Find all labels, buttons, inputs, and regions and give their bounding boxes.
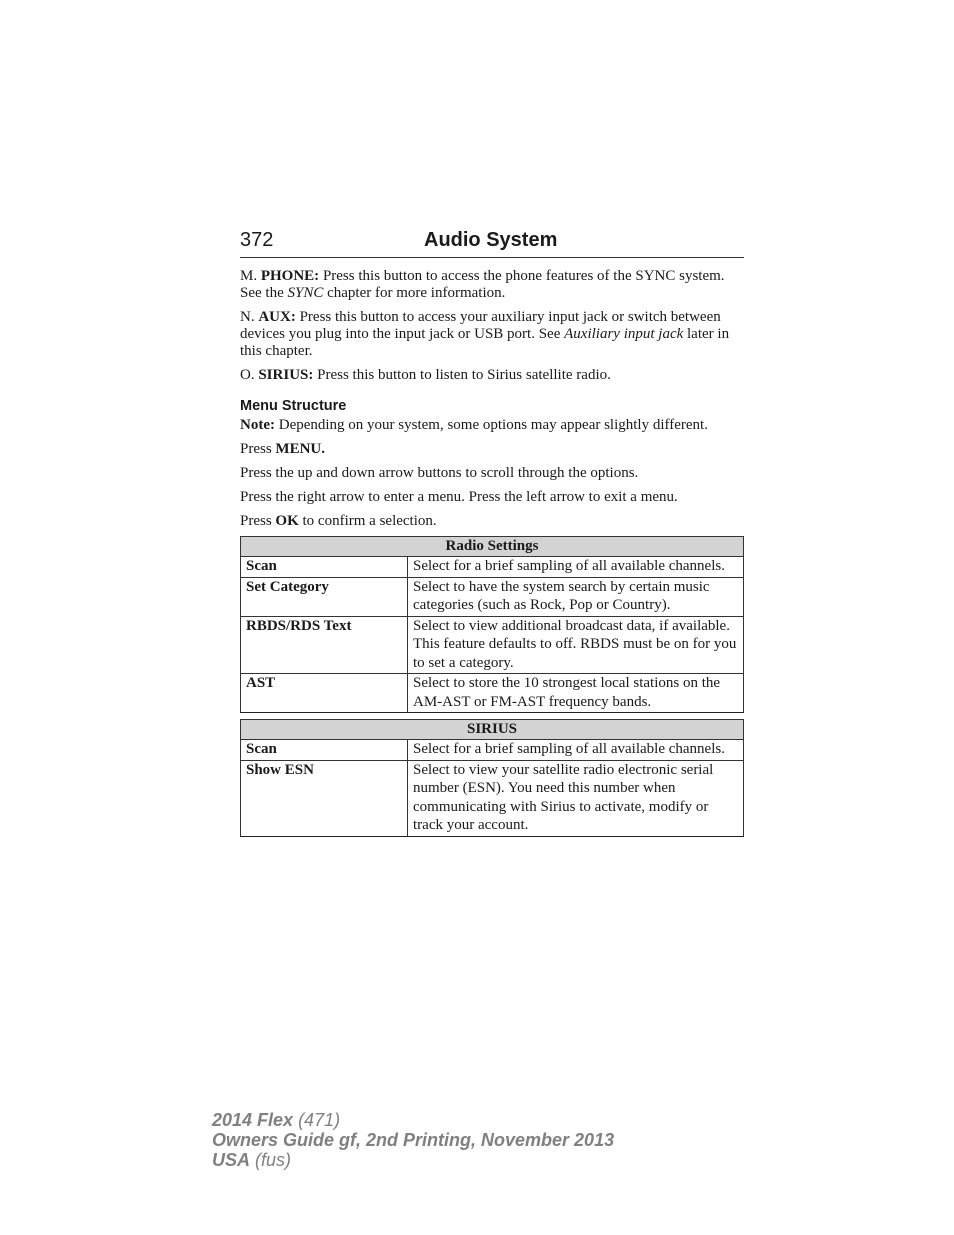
setting-description: Select to have the system search by certain music categories (such as Rock, Pop or Country).: [408, 577, 744, 616]
note-text: Depending on your system, some options may appear slightly different.: [274, 417, 708, 433]
item-letter: M.: [240, 268, 258, 284]
text: to confirm a selection.: [298, 513, 437, 529]
item-letter: N.: [240, 309, 255, 325]
setting-name: Show ESN: [241, 760, 408, 836]
table-row: [241, 760, 744, 836]
cross-reference: SYNC: [287, 285, 324, 301]
cross-reference: Auxiliary input jack: [564, 326, 684, 342]
footer-region-code: (fus): [250, 1150, 292, 1170]
footer-region-line: [212, 1150, 614, 1170]
item-label: AUX:: [258, 309, 296, 325]
footer-guide: Owners Guide gf, 2nd Printing, November 2013: [212, 1130, 615, 1150]
note-paragraph: [240, 417, 744, 434]
menu-keyword: MENU.: [275, 441, 325, 457]
text: Press: [240, 441, 276, 457]
item-label: SIRIUS:: [258, 367, 314, 383]
setting-description: Select for a brief sampling of all available channels.: [408, 557, 744, 578]
setting-description: Select to view additional broadcast data, if available. This feature defaults to off. RBDS must be on for you to set a category.: [408, 616, 744, 674]
item-text: Press this button to access the phone features of the SYNC system. See the: [240, 268, 725, 301]
table-row: [241, 674, 744, 713]
press-ok-paragraph: [240, 513, 744, 530]
footer-model-line: [212, 1110, 614, 1130]
ok-keyword: OK: [275, 513, 299, 529]
item-phone: [240, 268, 744, 302]
item-text: Press this button to listen to Sirius satellite radio.: [313, 367, 611, 383]
page-footer: [212, 1110, 614, 1170]
item-text: Press this button to access your auxiliary input jack or switch between devices you plug into the input jack or USB port. See: [240, 309, 721, 342]
footer-model: 2014 Flex: [212, 1110, 294, 1130]
sirius-table: [240, 719, 744, 837]
setting-description: Select for a brief sampling of all available channels.: [408, 740, 744, 761]
arrow-paragraph: Press the right arrow to enter a menu. Press the left arrow to exit a menu.: [240, 489, 678, 505]
item-sirius: [240, 367, 744, 384]
table-row: [241, 616, 744, 674]
text: Press: [240, 513, 276, 529]
section-heading: Menu Structure: [240, 398, 347, 414]
table-row: [241, 557, 744, 578]
page-content: [240, 229, 744, 837]
radio-settings-table: [240, 536, 744, 713]
page-number: 372: [240, 229, 274, 251]
setting-name: Set Category: [241, 577, 408, 616]
footer-region: USA: [212, 1150, 251, 1170]
footer-guide-line: [212, 1130, 614, 1150]
item-label: PHONE:: [260, 268, 320, 284]
page-header: [240, 229, 744, 258]
chapter-title: Audio System: [424, 229, 558, 251]
setting-name: AST: [241, 674, 408, 713]
table-row: [241, 577, 744, 616]
setting-description: Select to view your satellite radio electronic serial number (ESN). You need this number when communicating with Sirius to activate, modify or track your account.: [408, 760, 744, 836]
note-label: Note:: [240, 417, 275, 433]
scroll-paragraph: Press the up and down arrow buttons to scroll through the options.: [240, 465, 639, 481]
item-text: chapter for more information.: [323, 285, 506, 301]
footer-model-code: (471): [293, 1110, 341, 1130]
item-text: later in this chapter.: [240, 326, 730, 359]
setting-name: RBDS/RDS Text: [241, 616, 408, 674]
table-row: [241, 740, 744, 761]
table-title: Radio Settings: [241, 537, 744, 557]
setting-name: Scan: [241, 740, 408, 761]
setting-description: Select to store the 10 strongest local stations on the AM-AST or FM-AST frequency bands.: [408, 674, 744, 713]
setting-name: Scan: [241, 557, 408, 578]
item-aux: [240, 309, 744, 360]
table-title: SIRIUS: [241, 720, 744, 740]
item-letter: O.: [240, 367, 255, 383]
press-menu-paragraph: [240, 441, 744, 458]
